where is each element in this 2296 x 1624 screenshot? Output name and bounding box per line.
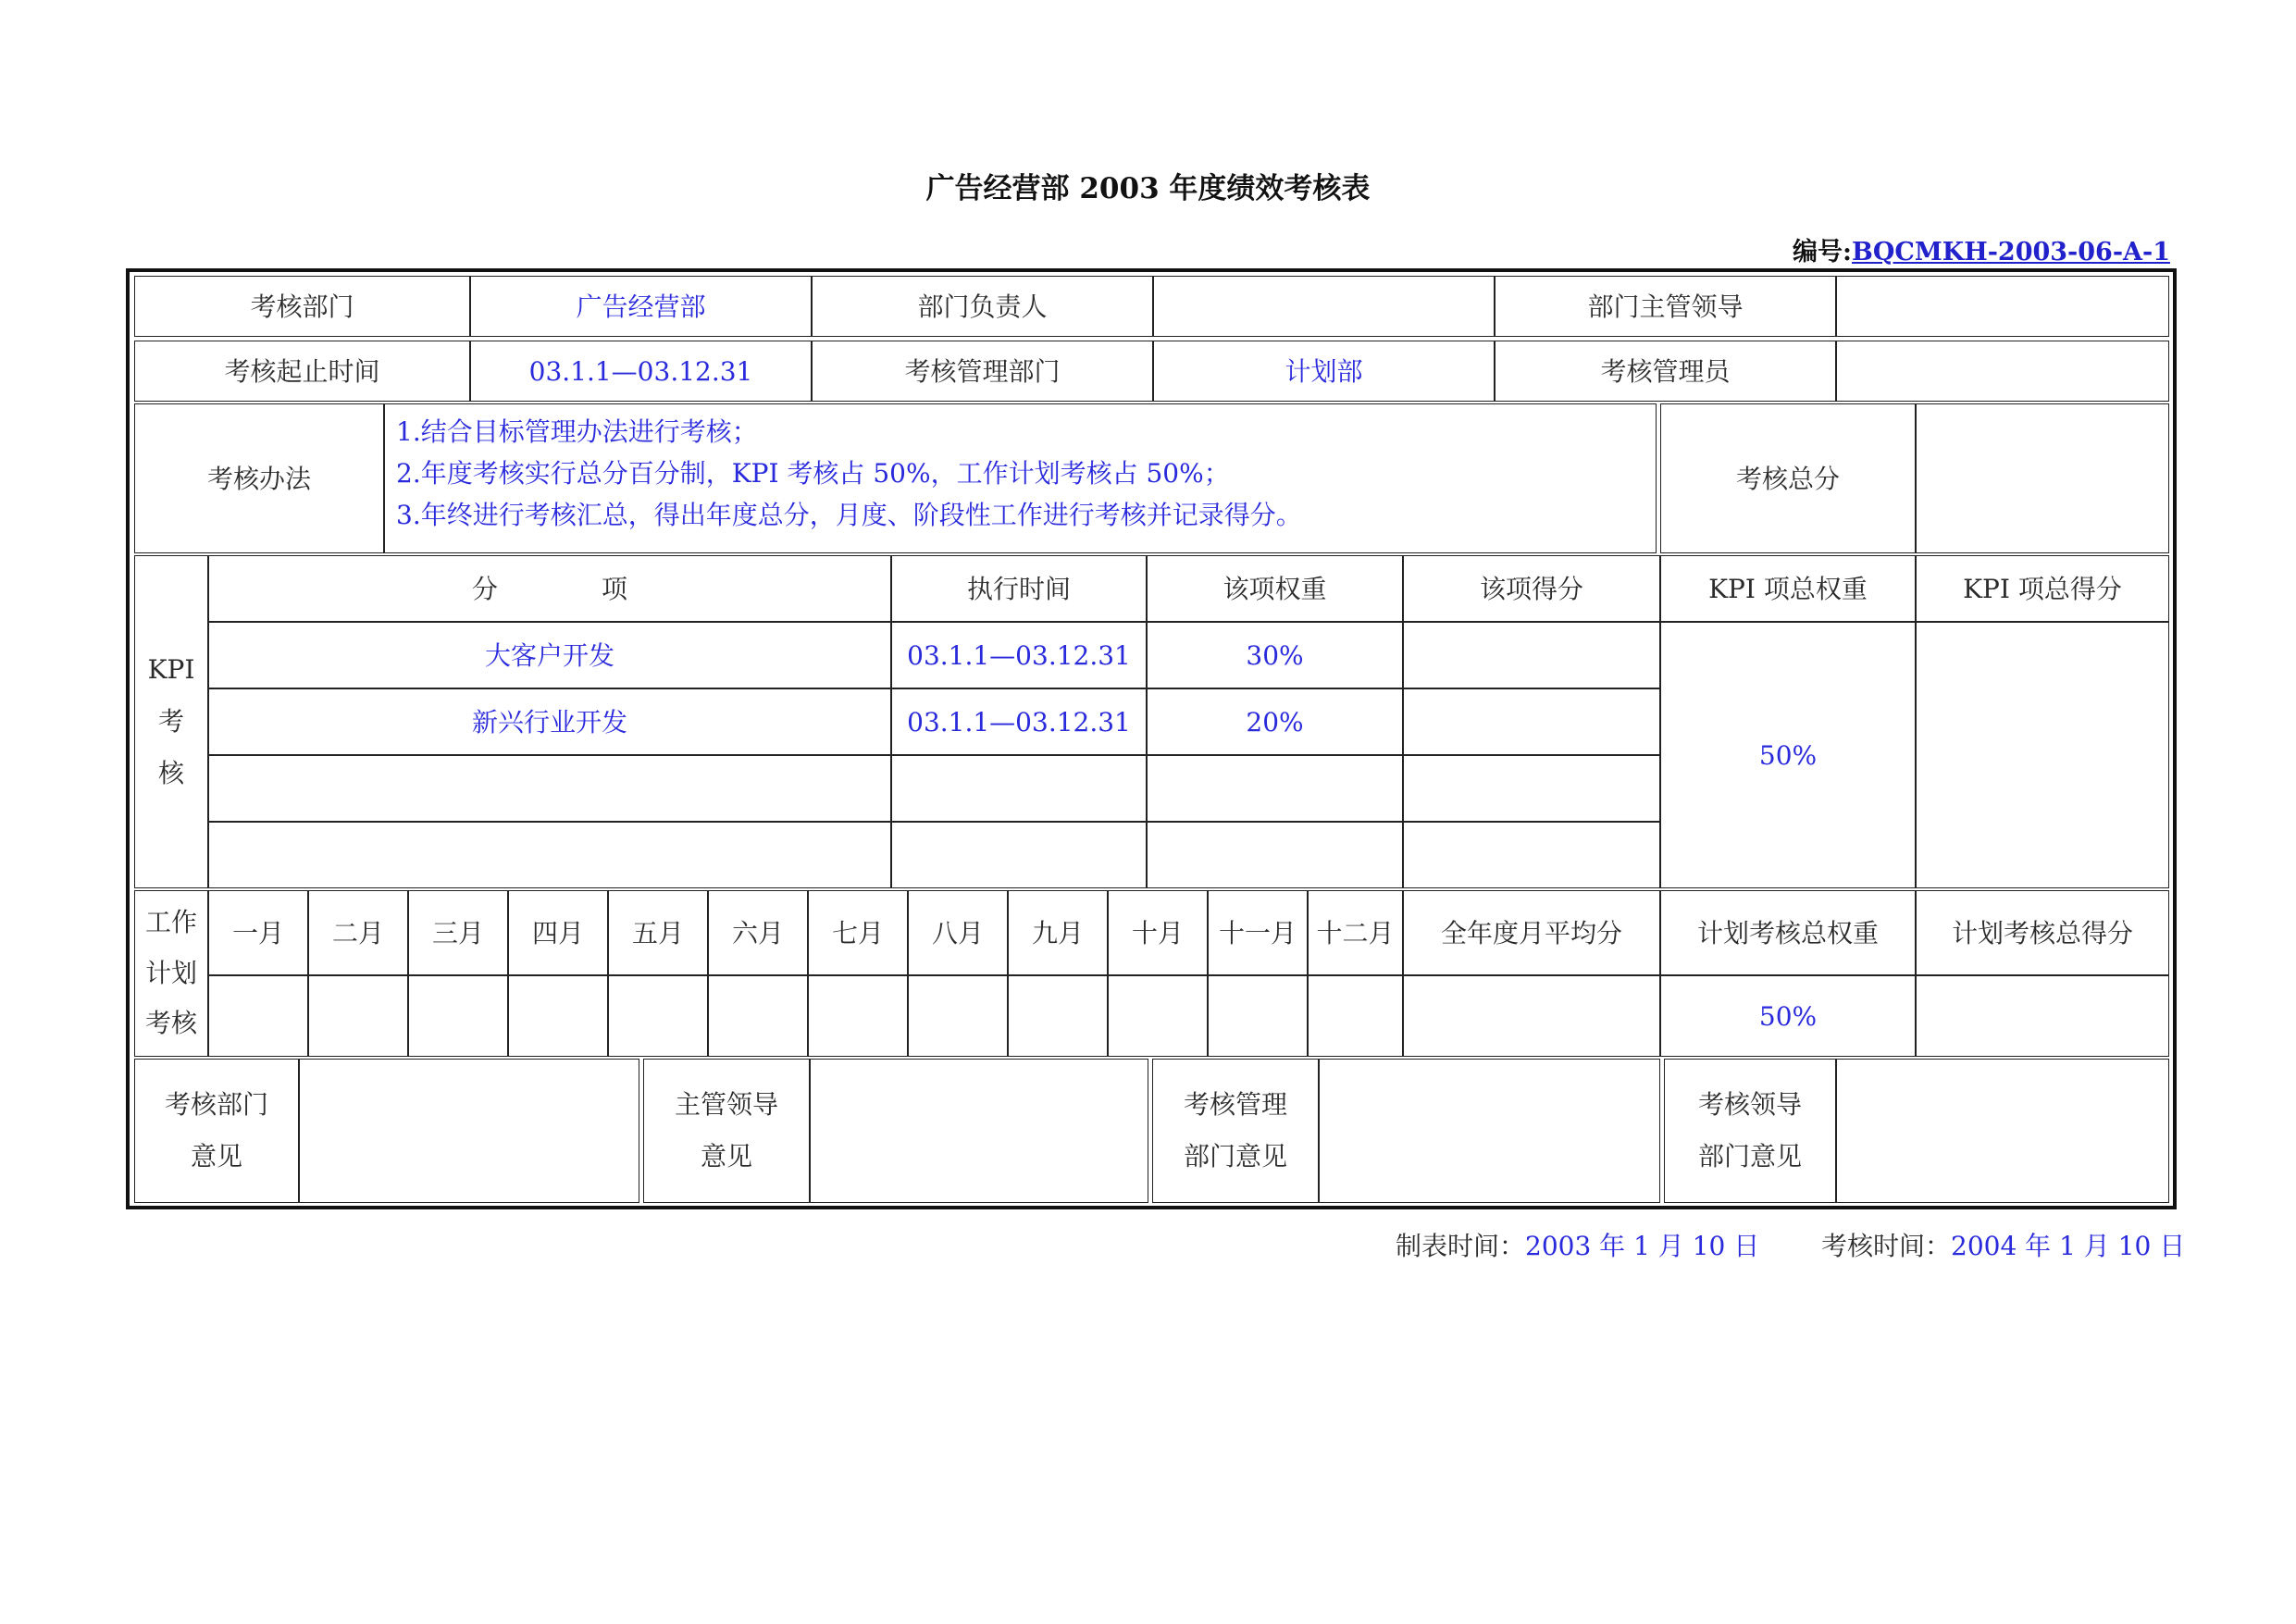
opinion-1-label [134, 1059, 299, 1203]
month-header-12: 十二月 [1308, 890, 1403, 975]
kpi-row-1-weight: 30% [1147, 622, 1403, 688]
period-label: 考核起止时间 [134, 341, 470, 402]
total-score-value [1916, 403, 2169, 553]
dept-leader-label: 部门主管领导 [1495, 276, 1836, 337]
month-header-4: 四月 [508, 890, 608, 975]
kpi-row-4-score [1403, 822, 1660, 888]
work-plan-side-label-2: 计划 [144, 957, 197, 988]
month-header-6: 六月 [708, 890, 808, 975]
kpi-row-1-time: 03.1.1—03.12.31 [891, 622, 1147, 688]
plan-weight-value: 50% [1660, 975, 1916, 1057]
exam-date-label: 考核时间： [1821, 1231, 1952, 1261]
kpi-total-weight-value: 50% [1660, 622, 1916, 888]
kpi-header-total-weight: KPI 项总权重 [1660, 555, 1916, 622]
kpi-row-4-weight [1147, 822, 1403, 888]
kpi-side-label [134, 555, 208, 888]
admin-label: 考核管理员 [1495, 341, 1836, 402]
month-score-4 [508, 975, 608, 1057]
method-line-2: 2.年度考核实行总分百分制，KPI 考核占 50%，工作计划考核占 50%； [396, 457, 1230, 489]
work-plan-side-label-3: 考核 [144, 1008, 197, 1039]
kpi-row-3-score [1403, 755, 1660, 822]
month-header-2: 二月 [308, 890, 408, 975]
dept-head-value [1153, 276, 1495, 337]
month-header-8: 八月 [908, 890, 1008, 975]
doc-number [1793, 231, 2170, 267]
opinion-2-label [643, 1059, 810, 1203]
kpi-row-2-item: 新兴行业开发 [208, 688, 891, 755]
month-score-5 [608, 975, 708, 1057]
kpi-row-2-weight: 20% [1147, 688, 1403, 755]
mgmt-dept-value: 计划部 [1153, 341, 1495, 402]
made-date-value: 2003 年 1 月 10 日 [1525, 1231, 1760, 1261]
opinion-1-value [299, 1059, 639, 1203]
kpi-row-3-time [891, 755, 1147, 822]
opinion-4-label [1664, 1059, 1836, 1203]
kpi-row-2-score [1403, 688, 1660, 755]
kpi-total-score-value [1916, 622, 2169, 888]
kpi-header-score: 该项得分 [1403, 555, 1660, 622]
annual-avg-value [1403, 975, 1660, 1057]
opinion-3-value [1319, 1059, 1660, 1203]
month-score-6 [708, 975, 808, 1057]
kpi-row-4-item [208, 822, 891, 888]
total-score-label: 考核总分 [1660, 403, 1916, 553]
plan-score-label: 计划考核总得分 [1916, 890, 2169, 975]
kpi-header-time: 执行时间 [891, 555, 1147, 622]
month-score-3 [408, 975, 508, 1057]
kpi-row-1-score [1403, 622, 1660, 688]
opinion-1-label-line-2: 意见 [190, 1141, 242, 1172]
kpi-row-2-time: 03.1.1—03.12.31 [891, 688, 1147, 755]
opinion-2-label-line-1: 主管领导 [674, 1089, 778, 1120]
month-header-5: 五月 [608, 890, 708, 975]
plan-score-value [1916, 975, 2169, 1057]
month-header-7: 七月 [808, 890, 908, 975]
mgmt-dept-label: 考核管理部门 [812, 341, 1153, 402]
month-header-1: 一月 [208, 890, 308, 975]
made-date [1396, 1226, 1759, 1263]
month-header-3: 三月 [408, 890, 508, 975]
opinion-3-label-line-2: 部门意见 [1183, 1141, 1287, 1172]
kpi-row-3-item [208, 755, 891, 822]
kpi-side-label-1: KPI [147, 654, 195, 685]
kpi-header-total-score: KPI 项总得分 [1916, 555, 2169, 622]
kpi-side-label-2: 考 [157, 706, 184, 737]
month-score-12 [1308, 975, 1403, 1057]
made-date-label: 制表时间： [1396, 1231, 1526, 1261]
plan-weight-label: 计划考核总权重 [1660, 890, 1916, 975]
dept-leader-value [1836, 276, 2169, 337]
month-score-2 [308, 975, 408, 1057]
month-score-8 [908, 975, 1008, 1057]
month-score-1 [208, 975, 308, 1057]
month-score-9 [1008, 975, 1108, 1057]
form-title: 广告经营部 2003 年度绩效考核表 [925, 172, 1371, 205]
opinion-4-value [1836, 1059, 2169, 1203]
dept-head-label: 部门负责人 [812, 276, 1153, 337]
month-header-11: 十一月 [1208, 890, 1308, 975]
method-line-1: 1.结合目标管理办法进行考核； [396, 416, 758, 447]
opinion-2-label-line-2: 意见 [700, 1141, 752, 1172]
opinion-4-label-line-2: 部门意见 [1697, 1141, 1802, 1172]
kpi-row-3-weight [1147, 755, 1403, 822]
dept-value: 广告经营部 [470, 276, 812, 337]
kpi-row-4-time [891, 822, 1147, 888]
opinion-1-label-line-1: 考核部门 [164, 1089, 268, 1120]
method-line-3: 3.年终进行考核汇总，得出年度总分，月度、阶段性工作进行考核并记录得分。 [396, 499, 1302, 530]
kpi-header-weight: 该项权重 [1147, 555, 1403, 622]
kpi-header-item: 分 项 [208, 555, 891, 622]
month-header-10: 十月 [1108, 890, 1208, 975]
opinion-3-label [1152, 1059, 1319, 1203]
month-score-11 [1208, 975, 1308, 1057]
opinion-3-label-line-1: 考核管理 [1183, 1089, 1287, 1120]
exam-date [1821, 1226, 2185, 1263]
month-header-9: 九月 [1008, 890, 1108, 975]
opinion-2-value [810, 1059, 1148, 1203]
dept-label: 考核部门 [134, 276, 470, 337]
exam-date-value: 2004 年 1 月 10 日 [1951, 1231, 2186, 1261]
period-value: 03.1.1—03.12.31 [470, 341, 812, 402]
kpi-row-1-item: 大客户开发 [208, 622, 891, 688]
doc-number-code[interactable]: BQCMKH-2003-06-A-1 [1852, 238, 2170, 267]
work-plan-side-label [134, 890, 208, 1057]
kpi-side-label-3: 核 [157, 758, 184, 788]
opinion-4-label-line-1: 考核领导 [1697, 1089, 1802, 1120]
work-plan-side-label-1: 工作 [144, 907, 197, 938]
admin-value [1836, 341, 2169, 402]
month-score-7 [808, 975, 908, 1057]
method-text [384, 403, 1657, 553]
month-score-10 [1108, 975, 1208, 1057]
doc-number-label: 编号: [1793, 238, 1853, 267]
method-label: 考核办法 [134, 403, 384, 553]
annual-avg-label: 全年度月平均分 [1403, 890, 1660, 975]
